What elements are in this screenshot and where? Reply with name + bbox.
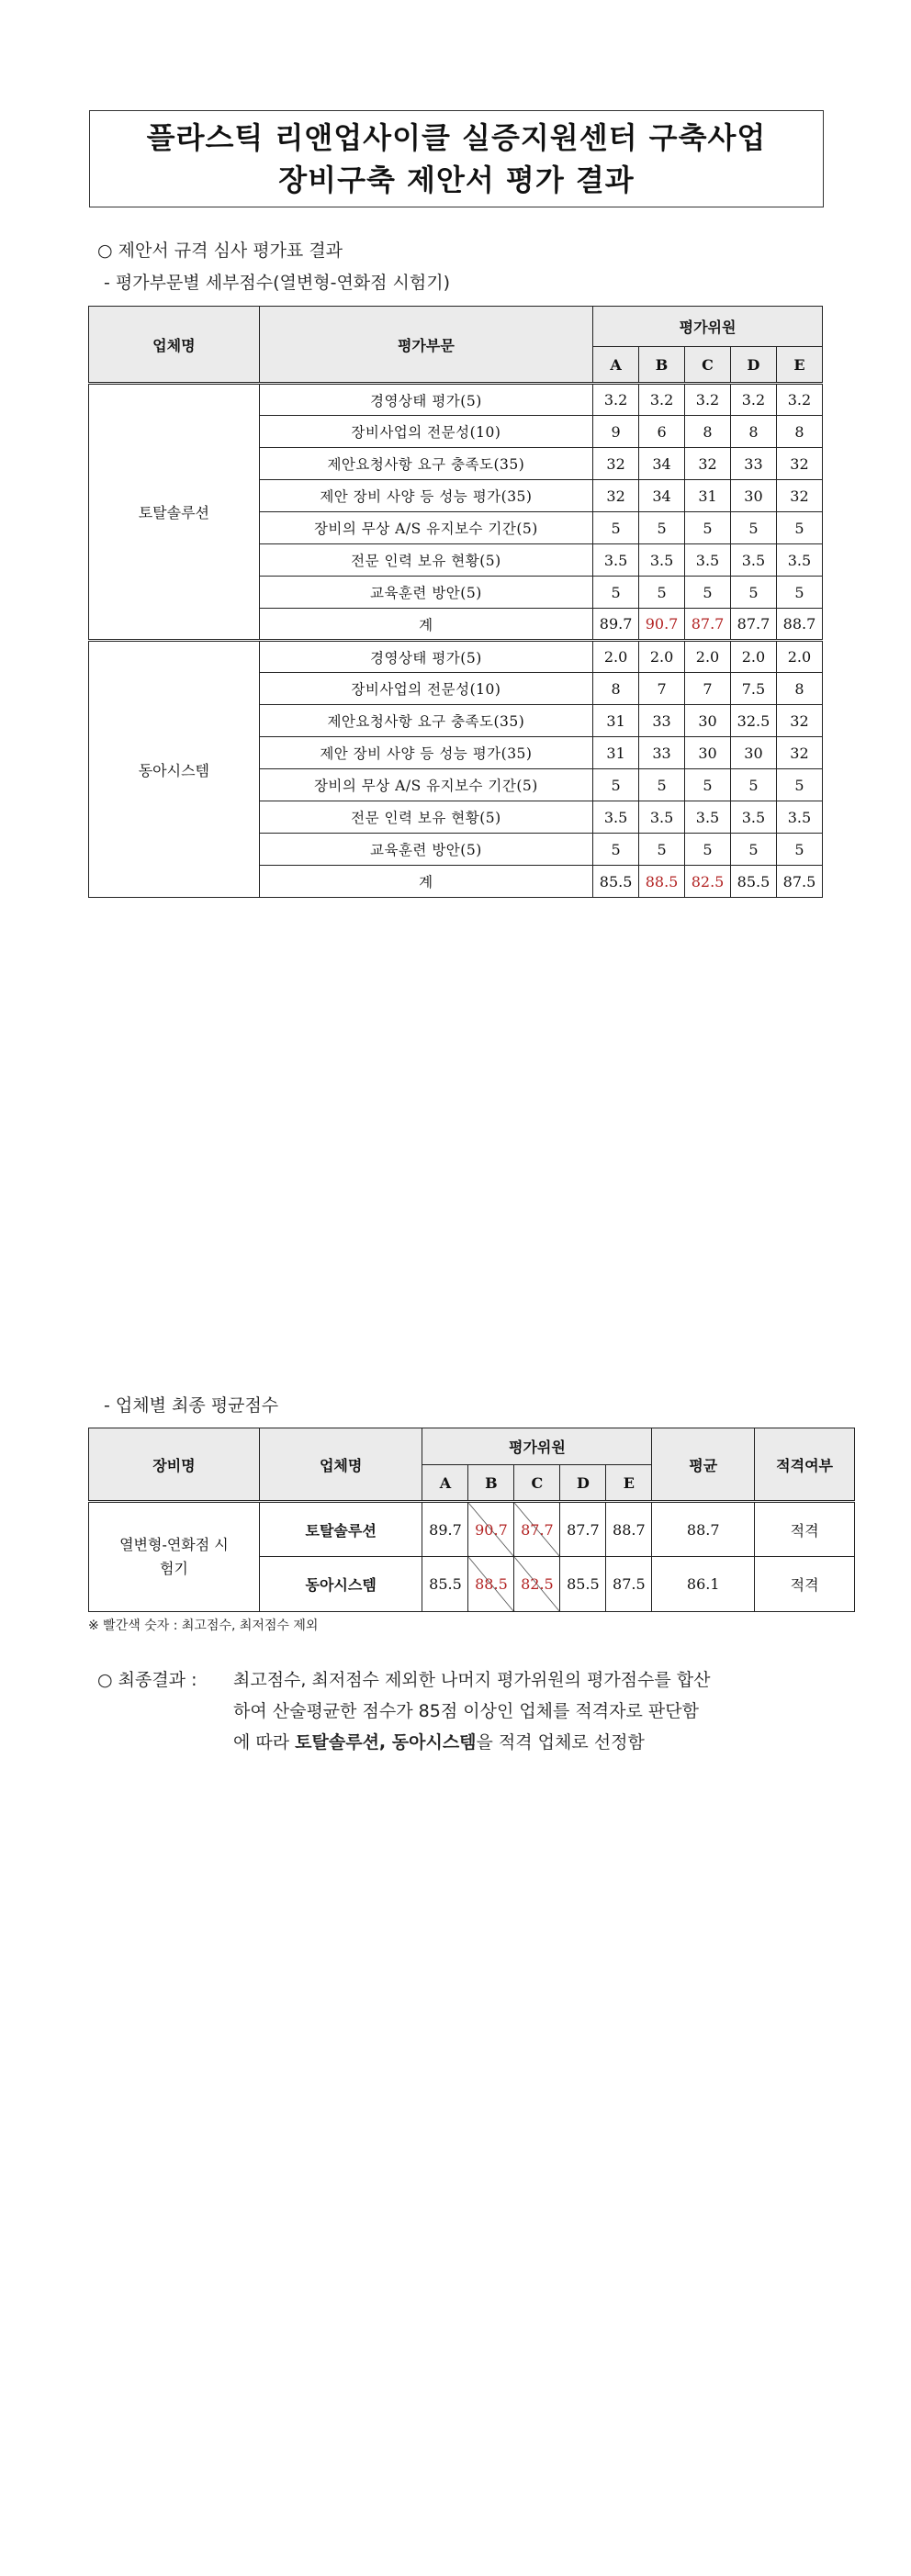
score-cell: 5 bbox=[776, 577, 822, 609]
score-cell: 5 bbox=[639, 512, 685, 544]
evaluation-category: 장비사업의 전문성(10) bbox=[259, 416, 592, 448]
total-score-cell: 87.7 bbox=[685, 609, 731, 641]
score-cell: 3.5 bbox=[685, 544, 731, 577]
average-cell: 88.7 bbox=[652, 1502, 755, 1557]
equipment-name-text: 열변형-연화점 시험기 bbox=[119, 1536, 229, 1577]
score-cell: 5 bbox=[593, 834, 639, 866]
score-cell: 30 bbox=[731, 480, 777, 512]
score-cell: 30 bbox=[685, 705, 731, 737]
score-cell: 3.5 bbox=[776, 801, 822, 834]
score-cell: 2.0 bbox=[685, 641, 731, 673]
header-evaluator-a: A bbox=[593, 347, 639, 384]
header-company: 업체명 bbox=[259, 1428, 422, 1502]
evaluation-category: 제안요청사항 요구 충족도(35) bbox=[259, 448, 592, 480]
header-evaluator-e: E bbox=[606, 1465, 652, 1502]
title-line-1: 플라스틱 리앤업사이클 실증지원센터 구축사업 bbox=[146, 120, 767, 155]
score-cell: 33 bbox=[639, 705, 685, 737]
score-cell: 5 bbox=[685, 512, 731, 544]
score-cell: 87.7 bbox=[560, 1502, 606, 1557]
score-cell: 5 bbox=[776, 769, 822, 801]
score-cell: 32 bbox=[776, 448, 822, 480]
score-cell: 32 bbox=[776, 705, 822, 737]
company-name: 토탈솔루션 bbox=[259, 1502, 422, 1557]
score-cell: 3.2 bbox=[593, 384, 639, 416]
final-result-line-3-pre: 에 따라 bbox=[233, 1732, 296, 1753]
score-cell: 32 bbox=[593, 448, 639, 480]
score-cell: 3.5 bbox=[639, 544, 685, 577]
score-cell: 33 bbox=[639, 737, 685, 769]
score-cell: 6 bbox=[639, 416, 685, 448]
final-average-table bbox=[88, 1428, 855, 1612]
header-equipment: 장비명 bbox=[89, 1428, 260, 1502]
score-cell: 8 bbox=[685, 416, 731, 448]
score-cell: 5 bbox=[593, 577, 639, 609]
score-cell: 7 bbox=[685, 673, 731, 705]
score-cell: 3.2 bbox=[685, 384, 731, 416]
final-result-line-3 bbox=[233, 1729, 645, 1753]
header-evaluator-b: B bbox=[639, 347, 685, 384]
evaluation-category: 제안 장비 사양 등 성능 평가(35) bbox=[259, 737, 592, 769]
score-cell: 3.5 bbox=[593, 801, 639, 834]
score-cell: 5 bbox=[731, 577, 777, 609]
total-score-cell: 85.5 bbox=[593, 866, 639, 898]
evaluation-category: 장비의 무상 A/S 유지보수 기간(5) bbox=[259, 512, 592, 544]
score-cell: 5 bbox=[685, 769, 731, 801]
score-cell: 30 bbox=[685, 737, 731, 769]
score-cell: 8 bbox=[731, 416, 777, 448]
total-score-cell: 88.7 bbox=[776, 609, 822, 641]
score-cell: 88.7 bbox=[606, 1502, 652, 1557]
header-eligibility: 적격여부 bbox=[755, 1428, 855, 1502]
final-result-label: ○ 최종결과 : bbox=[97, 1670, 197, 1690]
score-cell: 32 bbox=[593, 480, 639, 512]
score-cell: 9 bbox=[593, 416, 639, 448]
total-score-cell: 87.7 bbox=[731, 609, 777, 641]
score-cell: 2.0 bbox=[731, 641, 777, 673]
score-cell: 3.5 bbox=[731, 801, 777, 834]
score-cell: 31 bbox=[593, 705, 639, 737]
evaluation-category: 교육훈련 방안(5) bbox=[259, 834, 592, 866]
header-evaluators: 평가위원 bbox=[593, 307, 823, 347]
header-evaluators: 평가위원 bbox=[422, 1428, 652, 1465]
final-result-line-1: 최고점수, 최저점수 제외한 나머지 평가위원의 평가점수를 합산 bbox=[233, 1670, 711, 1690]
score-cell: 5 bbox=[639, 577, 685, 609]
header-evaluator-d: D bbox=[731, 347, 777, 384]
score-cell: 3.2 bbox=[776, 384, 822, 416]
header-evaluator-d: D bbox=[560, 1465, 606, 1502]
total-label: 계 bbox=[259, 866, 592, 898]
company-name: 동아시스템 bbox=[259, 1557, 422, 1612]
score-cell: 5 bbox=[685, 834, 731, 866]
score-cell: 2.0 bbox=[593, 641, 639, 673]
score-cell: 5 bbox=[593, 512, 639, 544]
total-label: 계 bbox=[259, 609, 592, 641]
evaluation-category: 교육훈련 방안(5) bbox=[259, 577, 592, 609]
score-cell: 7.5 bbox=[731, 673, 777, 705]
header-evaluator-e: E bbox=[776, 347, 822, 384]
score-cell-excluded: 82.5 bbox=[514, 1557, 560, 1612]
score-cell: 31 bbox=[593, 737, 639, 769]
total-score-cell: 82.5 bbox=[685, 866, 731, 898]
score-cell: 3.5 bbox=[639, 801, 685, 834]
score-cell: 7 bbox=[639, 673, 685, 705]
score-cell-excluded: 87.7 bbox=[514, 1502, 560, 1557]
total-score-cell: 88.5 bbox=[639, 866, 685, 898]
header-evaluator-c: C bbox=[685, 347, 731, 384]
score-cell: 31 bbox=[685, 480, 731, 512]
score-cell: 5 bbox=[639, 834, 685, 866]
section-2-subheading: - 업체별 최종 평균점수 bbox=[104, 1395, 279, 1416]
score-cell: 5 bbox=[776, 512, 822, 544]
final-result-line-3-post: 을 적격 업체로 선정함 bbox=[476, 1732, 645, 1753]
score-cell: 8 bbox=[776, 673, 822, 705]
eligibility-cell: 적격 bbox=[755, 1502, 855, 1557]
header-evaluator-a: A bbox=[422, 1465, 468, 1502]
eligibility-cell: 적격 bbox=[755, 1557, 855, 1612]
selected-companies: 토탈솔루션, 동아시스템 bbox=[295, 1732, 477, 1753]
footnote: ※ 빨간색 숫자 : 최고점수, 최저점수 제외 bbox=[88, 1618, 319, 1633]
score-cell: 85.5 bbox=[422, 1557, 468, 1612]
score-cell: 32 bbox=[685, 448, 731, 480]
score-cell: 5 bbox=[731, 769, 777, 801]
score-cell: 5 bbox=[731, 512, 777, 544]
score-cell: 5 bbox=[639, 769, 685, 801]
evaluation-category: 전문 인력 보유 현황(5) bbox=[259, 801, 592, 834]
score-cell: 87.5 bbox=[606, 1557, 652, 1612]
evaluation-category: 전문 인력 보유 현황(5) bbox=[259, 544, 592, 577]
score-cell: 3.5 bbox=[776, 544, 822, 577]
score-cell: 32 bbox=[776, 737, 822, 769]
company-name: 토탈솔루션 bbox=[89, 384, 260, 641]
score-cell: 3.5 bbox=[593, 544, 639, 577]
header-category: 평가부문 bbox=[259, 307, 592, 384]
header-average: 평균 bbox=[652, 1428, 755, 1502]
title-box bbox=[89, 110, 824, 207]
header-evaluator-c: C bbox=[514, 1465, 560, 1502]
score-cell: 8 bbox=[593, 673, 639, 705]
evaluation-category: 제안요청사항 요구 충족도(35) bbox=[259, 705, 592, 737]
score-cell-excluded: 90.7 bbox=[468, 1502, 514, 1557]
score-cell: 5 bbox=[685, 577, 731, 609]
score-cell: 34 bbox=[639, 480, 685, 512]
section-1-subheading: - 평가부문별 세부점수(열변형-연화점 시험기) bbox=[104, 273, 451, 293]
score-cell: 3.5 bbox=[685, 801, 731, 834]
score-cell: 5 bbox=[731, 834, 777, 866]
score-cell: 33 bbox=[731, 448, 777, 480]
score-cell: 5 bbox=[776, 834, 822, 866]
score-cell: 5 bbox=[593, 769, 639, 801]
score-cell: 3.2 bbox=[731, 384, 777, 416]
total-score-cell: 89.7 bbox=[593, 609, 639, 641]
score-cell: 85.5 bbox=[560, 1557, 606, 1612]
score-cell: 34 bbox=[639, 448, 685, 480]
header-evaluator-b: B bbox=[468, 1465, 514, 1502]
total-score-cell: 90.7 bbox=[639, 609, 685, 641]
score-cell: 3.2 bbox=[639, 384, 685, 416]
score-cell: 2.0 bbox=[776, 641, 822, 673]
evaluation-category: 경영상태 평가(5) bbox=[259, 641, 592, 673]
score-cell: 30 bbox=[731, 737, 777, 769]
score-detail-table bbox=[88, 306, 823, 898]
score-cell: 8 bbox=[776, 416, 822, 448]
average-cell: 86.1 bbox=[652, 1557, 755, 1612]
final-result-line-2: 하여 산술평균한 점수가 85점 이상인 업체를 적격자로 판단함 bbox=[233, 1701, 699, 1721]
score-cell: 3.5 bbox=[731, 544, 777, 577]
score-cell: 2.0 bbox=[639, 641, 685, 673]
evaluation-category: 경영상태 평가(5) bbox=[259, 384, 592, 416]
total-score-cell: 85.5 bbox=[731, 866, 777, 898]
section-1-heading: ○ 제안서 규격 심사 평가표 결과 bbox=[97, 241, 343, 261]
score-cell-excluded: 88.5 bbox=[468, 1557, 514, 1612]
evaluation-category: 장비의 무상 A/S 유지보수 기간(5) bbox=[259, 769, 592, 801]
score-cell: 32.5 bbox=[731, 705, 777, 737]
score-cell: 32 bbox=[776, 480, 822, 512]
equipment-name bbox=[89, 1502, 260, 1612]
total-score-cell: 87.5 bbox=[776, 866, 822, 898]
score-cell: 89.7 bbox=[422, 1502, 468, 1557]
evaluation-category: 제안 장비 사양 등 성능 평가(35) bbox=[259, 480, 592, 512]
company-name: 동아시스템 bbox=[89, 641, 260, 898]
title-line-2: 장비구축 제안서 평가 결과 bbox=[278, 162, 635, 197]
evaluation-category: 장비사업의 전문성(10) bbox=[259, 673, 592, 705]
header-company: 업체명 bbox=[89, 307, 260, 384]
